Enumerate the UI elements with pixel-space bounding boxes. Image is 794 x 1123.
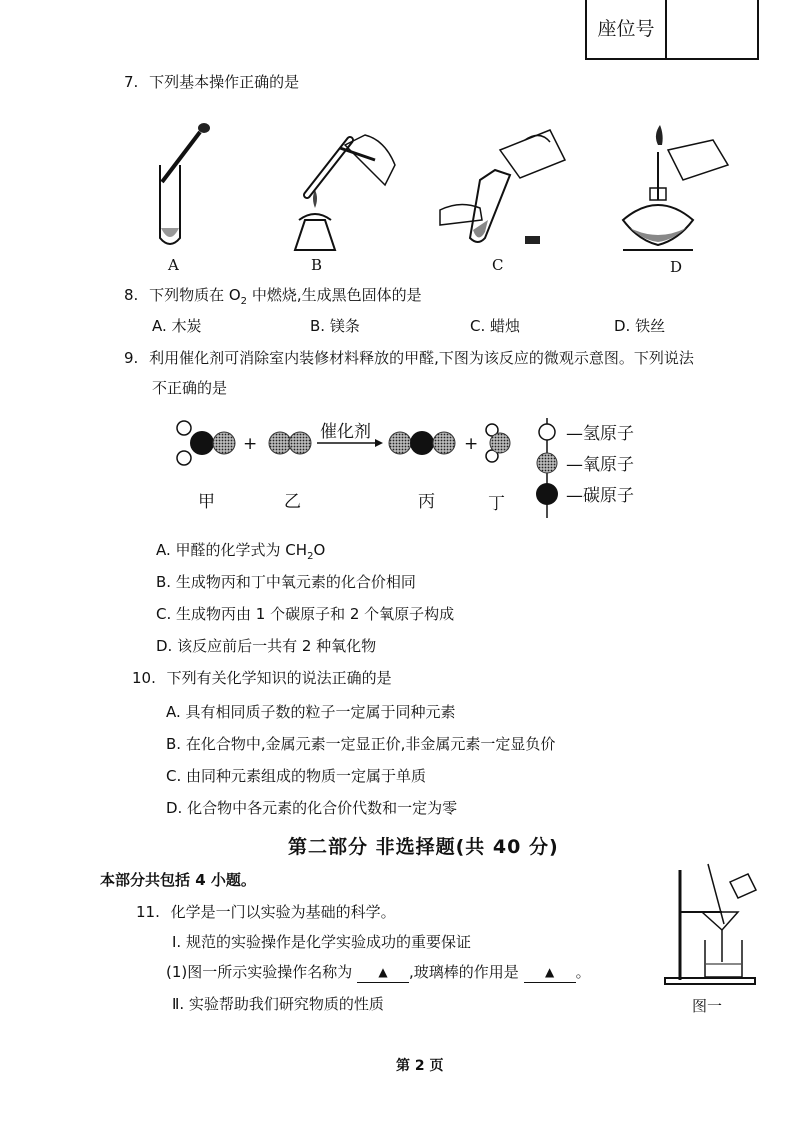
q11-part-1: Ⅰ. 规范的实验操作是化学实验成功的重要保证 bbox=[172, 933, 471, 951]
q9-option-d[interactable]: D. 该反应前后一共有 2 种氧化物 bbox=[156, 637, 377, 655]
q10-option-d[interactable]: D. 化合物中各元素的化合价代数和一定为零 bbox=[166, 799, 458, 817]
option-subscript: 2 bbox=[307, 551, 314, 562]
q11-q1-end: 。 bbox=[575, 963, 591, 981]
molecule-bing bbox=[389, 431, 455, 455]
figure-a-dropper bbox=[150, 120, 210, 260]
question-9-line2: 不正确的是 bbox=[152, 379, 228, 397]
label-ding: 丁 bbox=[488, 494, 505, 514]
question-8 bbox=[124, 285, 422, 312]
figure-label-c: C bbox=[492, 256, 504, 274]
q8-option-a[interactable]: A. 木炭 bbox=[152, 317, 202, 335]
q9-option-b[interactable]: B. 生成物丙和丁中氧元素的化合价相同 bbox=[156, 573, 416, 591]
figure-b-heating-tube bbox=[285, 120, 405, 260]
figure-d-alcohol-lamp bbox=[618, 120, 748, 260]
question-text: 化学是一门以实验为基础的科学。 bbox=[170, 903, 396, 921]
seat-number-label: 座位号 bbox=[587, 0, 667, 58]
blank-marker: ▲ bbox=[378, 965, 388, 979]
answer-blank-2[interactable] bbox=[524, 961, 576, 983]
seat-number-box bbox=[585, 0, 759, 60]
atom-legend-symbols bbox=[532, 418, 562, 518]
question-9 bbox=[124, 348, 694, 368]
seat-number-value[interactable] bbox=[667, 0, 755, 58]
part-two-title: 第二部分 非选择题(共 40 分) bbox=[288, 836, 559, 858]
q11-q1-text: (1)图一所示实验操作名称为 bbox=[166, 963, 353, 981]
legend-dash: — bbox=[566, 424, 583, 444]
question-text: 利用催化剂可消除室内装修材料释放的甲醛,下图为该反应的微观示意图。下列说法 bbox=[149, 349, 694, 367]
question-11 bbox=[136, 902, 396, 922]
page-number: 第 2 页 bbox=[396, 1058, 444, 1074]
q8-option-b[interactable]: B. 镁条 bbox=[310, 317, 360, 335]
q10-option-b[interactable]: B. 在化合物中,金属元素一定显正价,非金属元素一定显负价 bbox=[166, 735, 556, 753]
legend-hydrogen bbox=[566, 424, 634, 444]
plus-sign-1: + bbox=[243, 434, 258, 454]
q8-option-d[interactable]: D. 铁丝 bbox=[614, 317, 666, 335]
molecule-jia bbox=[177, 421, 235, 465]
legend-dash: — bbox=[566, 486, 583, 506]
q10-option-a[interactable]: A. 具有相同质子数的粒子一定属于同种元素 bbox=[166, 703, 456, 721]
option-text: A. 甲醛的化学式为 CH bbox=[156, 541, 308, 559]
q8-option-c[interactable]: C. 蜡烛 bbox=[470, 317, 521, 335]
question-text-after: 中燃烧,生成黑色固体的是 bbox=[247, 286, 422, 304]
legend-carbon-label: 碳原子 bbox=[583, 486, 634, 506]
question-text: 下列有关化学知识的说法正确的是 bbox=[166, 669, 392, 687]
question-text-before: 下列物质在 O bbox=[149, 286, 241, 304]
legend-dash: — bbox=[566, 455, 583, 475]
catalyst-label: 催化剂 bbox=[320, 422, 371, 442]
question-number: 11. bbox=[136, 903, 160, 921]
figure-one-label: 图一 bbox=[692, 997, 723, 1015]
label-yi: 乙 bbox=[284, 492, 301, 512]
question-number: 10. bbox=[132, 669, 156, 687]
label-bing: 丙 bbox=[418, 492, 435, 512]
q11-question-1 bbox=[166, 962, 591, 984]
legend-hydrogen-label: 氢原子 bbox=[583, 424, 634, 444]
question-number: 8. bbox=[124, 286, 139, 304]
part-two-intro: 本部分共包括 4 小题。 bbox=[100, 871, 256, 889]
question-text: 下列基本操作正确的是 bbox=[149, 73, 300, 91]
q11-part-2: Ⅱ. 实验帮助我们研究物质的性质 bbox=[172, 995, 384, 1013]
figure-label-d: D bbox=[670, 258, 683, 276]
q10-option-c[interactable]: C. 由同种元素组成的物质一定属于单质 bbox=[166, 767, 427, 785]
q9-option-c[interactable]: C. 生成物丙由 1 个碳原子和 2 个氧原子构成 bbox=[156, 605, 455, 623]
figure-label-b: B bbox=[311, 256, 323, 274]
blank-marker: ▲ bbox=[544, 965, 555, 979]
molecule-ding bbox=[486, 424, 510, 462]
q9-option-a[interactable] bbox=[156, 540, 325, 567]
legend-oxygen-label: 氧原子 bbox=[583, 455, 634, 475]
molecule-yi bbox=[269, 432, 311, 454]
question-subscript: 2 bbox=[240, 296, 248, 307]
question-number: 9. bbox=[124, 349, 139, 367]
question-10 bbox=[132, 668, 392, 688]
legend-carbon bbox=[566, 486, 634, 506]
plus-sign-2: + bbox=[464, 434, 479, 454]
question-number: 7. bbox=[124, 73, 139, 91]
legend-oxygen bbox=[566, 455, 634, 475]
q11-q1-middle: ,玻璃棒的作用是 bbox=[409, 963, 519, 981]
figure-one-filtration bbox=[660, 862, 760, 992]
figure-label-a: A bbox=[168, 256, 179, 274]
answer-blank-1[interactable] bbox=[357, 961, 409, 983]
figure-c-pouring bbox=[440, 120, 570, 260]
question-7 bbox=[124, 72, 299, 92]
option-text-after: O bbox=[313, 541, 326, 559]
label-jia: 甲 bbox=[198, 492, 215, 512]
